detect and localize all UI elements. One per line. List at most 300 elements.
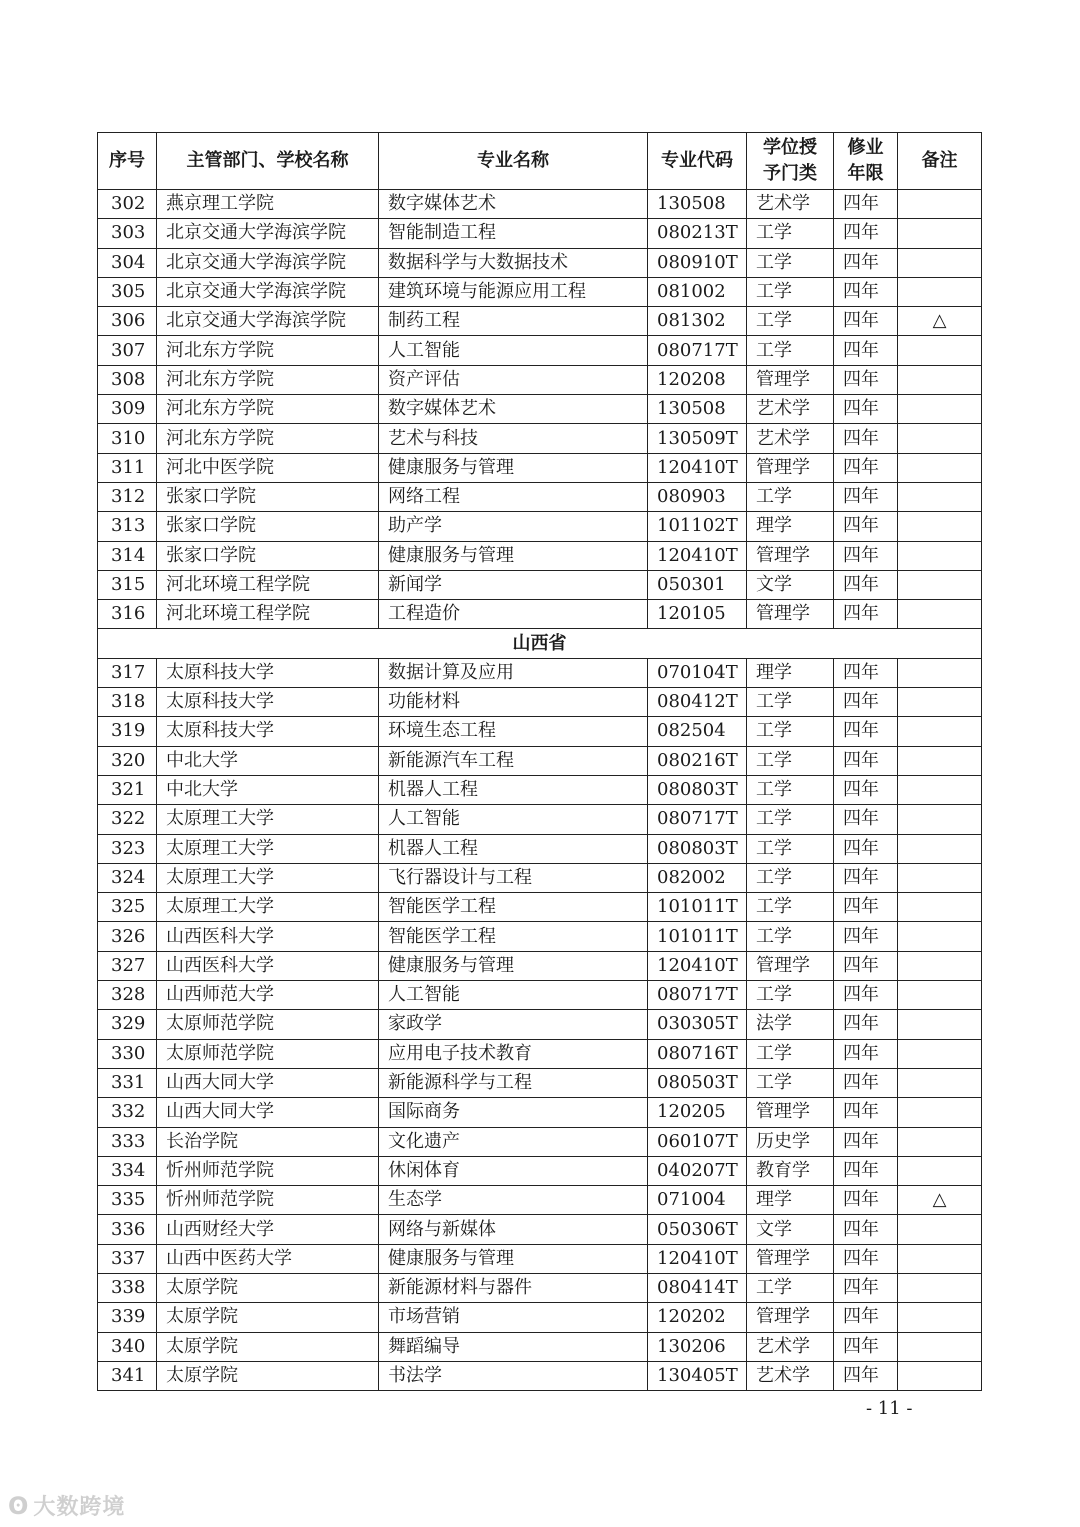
cell-note [898, 424, 982, 453]
cell-school: 张家口学院 [157, 541, 379, 570]
cell-school: 山西大同大学 [157, 1098, 379, 1127]
table-row [98, 805, 982, 834]
cell-seq: 314 [98, 541, 157, 570]
cell-seq: 336 [98, 1215, 157, 1244]
table-row [98, 1332, 982, 1361]
cell-degree: 管理学 [747, 1098, 834, 1127]
cell-code: 030305T [648, 1010, 747, 1039]
cell-degree: 理学 [747, 658, 834, 687]
cell-note [898, 1068, 982, 1097]
cell-seq: 338 [98, 1273, 157, 1302]
cell-code: 080717T [648, 981, 747, 1010]
table-row [98, 482, 982, 511]
cell-degree: 管理学 [747, 453, 834, 482]
table-row [98, 1273, 982, 1302]
cell-code: 120205 [648, 1098, 747, 1127]
cell-code: 130509T [648, 424, 747, 453]
cell-school: 张家口学院 [157, 512, 379, 541]
cell-code: 060107T [648, 1127, 747, 1156]
cell-degree: 工学 [747, 307, 834, 336]
cell-code: 120410T [648, 951, 747, 980]
cell-school: 太原学院 [157, 1303, 379, 1332]
table-row [98, 1186, 982, 1215]
header-years-line-2: 年限 [847, 163, 884, 184]
cell-school: 太原学院 [157, 1361, 379, 1390]
cell-degree: 艺术学 [747, 424, 834, 453]
table-row [98, 1039, 982, 1068]
cell-seq: 332 [98, 1098, 157, 1127]
cell-school: 太原学院 [157, 1332, 379, 1361]
table-row [98, 834, 982, 863]
cell-years: 四年 [834, 1186, 898, 1215]
cell-degree: 历史学 [747, 1127, 834, 1156]
cell-years: 四年 [834, 1303, 898, 1332]
cell-degree: 工学 [747, 775, 834, 804]
cell-major: 新能源汽车工程 [379, 746, 648, 775]
table-row [98, 424, 982, 453]
cell-code: 080803T [648, 775, 747, 804]
cell-years: 四年 [834, 717, 898, 746]
cell-school: 河北东方学院 [157, 365, 379, 394]
cell-degree: 工学 [747, 717, 834, 746]
cell-major: 人工智能 [379, 981, 648, 1010]
cell-degree: 工学 [747, 893, 834, 922]
cell-school: 太原理工大学 [157, 893, 379, 922]
cell-school: 中北大学 [157, 746, 379, 775]
table-row [98, 1156, 982, 1185]
cell-years: 四年 [834, 688, 898, 717]
weibo-logo-icon: ʘ [8, 1492, 30, 1520]
cell-school: 太原学院 [157, 1273, 379, 1302]
cell-major: 飞行器设计与工程 [379, 863, 648, 892]
cell-school: 张家口学院 [157, 482, 379, 511]
cell-seq: 329 [98, 1010, 157, 1039]
cell-school: 河北东方学院 [157, 395, 379, 424]
cell-years: 四年 [834, 1098, 898, 1127]
cell-school: 北京交通大学海滨学院 [157, 307, 379, 336]
cell-years: 四年 [834, 248, 898, 277]
cell-major: 数据计算及应用 [379, 658, 648, 687]
cell-school: 北京交通大学海滨学院 [157, 219, 379, 248]
cell-note [898, 834, 982, 863]
cell-note [898, 981, 982, 1010]
cell-school: 山西医科大学 [157, 951, 379, 980]
cell-major: 市场营销 [379, 1303, 648, 1332]
cell-code: 081002 [648, 277, 747, 306]
cell-note [898, 1156, 982, 1185]
table-row [98, 248, 982, 277]
cell-code: 130405T [648, 1361, 747, 1390]
cell-degree: 工学 [747, 336, 834, 365]
majors-table [97, 132, 982, 1391]
cell-code: 070104T [648, 658, 747, 687]
cell-major: 建筑环境与能源应用工程 [379, 277, 648, 306]
cell-major: 书法学 [379, 1361, 648, 1390]
cell-degree: 工学 [747, 277, 834, 306]
cell-major: 数字媒体艺术 [379, 190, 648, 219]
cell-note [898, 1127, 982, 1156]
cell-major: 智能制造工程 [379, 219, 648, 248]
cell-years: 四年 [834, 658, 898, 687]
cell-school: 太原科技大学 [157, 688, 379, 717]
cell-degree: 文学 [747, 1215, 834, 1244]
cell-years: 四年 [834, 570, 898, 599]
header-degree [747, 133, 834, 190]
cell-note [898, 1273, 982, 1302]
cell-note [898, 1010, 982, 1039]
cell-note [898, 658, 982, 687]
cell-note [898, 248, 982, 277]
cell-seq: 339 [98, 1303, 157, 1332]
table-row [98, 1361, 982, 1390]
cell-note: △ [898, 1186, 982, 1215]
cell-seq: 321 [98, 775, 157, 804]
cell-note [898, 277, 982, 306]
cell-degree: 艺术学 [747, 1332, 834, 1361]
cell-code: 080717T [648, 805, 747, 834]
table-row [98, 1303, 982, 1332]
cell-major: 健康服务与管理 [379, 541, 648, 570]
cell-seq: 331 [98, 1068, 157, 1097]
cell-seq: 305 [98, 277, 157, 306]
cell-years: 四年 [834, 834, 898, 863]
cell-major: 网络与新媒体 [379, 1215, 648, 1244]
cell-years: 四年 [834, 1039, 898, 1068]
cell-major: 家政学 [379, 1010, 648, 1039]
table-row [98, 190, 982, 219]
cell-seq: 317 [98, 658, 157, 687]
cell-school: 河北中医学院 [157, 453, 379, 482]
cell-school: 太原师范学院 [157, 1010, 379, 1039]
cell-degree: 管理学 [747, 365, 834, 394]
cell-note [898, 541, 982, 570]
cell-code: 101011T [648, 893, 747, 922]
cell-major: 工程造价 [379, 600, 648, 629]
cell-code: 071004 [648, 1186, 747, 1215]
table-row [98, 307, 982, 336]
cell-years: 四年 [834, 746, 898, 775]
cell-major: 艺术与科技 [379, 424, 648, 453]
cell-major: 助产学 [379, 512, 648, 541]
cell-code: 080412T [648, 688, 747, 717]
cell-seq: 318 [98, 688, 157, 717]
cell-seq: 341 [98, 1361, 157, 1390]
cell-years: 四年 [834, 1010, 898, 1039]
cell-note [898, 775, 982, 804]
cell-code: 120410T [648, 1244, 747, 1273]
cell-major: 舞蹈编导 [379, 1332, 648, 1361]
cell-seq: 312 [98, 482, 157, 511]
cell-degree: 理学 [747, 512, 834, 541]
cell-years: 四年 [834, 981, 898, 1010]
cell-code: 080717T [648, 336, 747, 365]
cell-school: 山西大同大学 [157, 1068, 379, 1097]
cell-school: 太原科技大学 [157, 658, 379, 687]
cell-school: 山西财经大学 [157, 1215, 379, 1244]
table-row [98, 1068, 982, 1097]
cell-major: 智能医学工程 [379, 893, 648, 922]
cell-note [898, 1361, 982, 1390]
cell-note [898, 951, 982, 980]
cell-seq: 309 [98, 395, 157, 424]
table-body [98, 190, 982, 1391]
cell-years: 四年 [834, 365, 898, 394]
cell-years: 四年 [834, 1361, 898, 1390]
cell-degree: 艺术学 [747, 1361, 834, 1390]
cell-major: 人工智能 [379, 336, 648, 365]
cell-degree: 工学 [747, 922, 834, 951]
cell-seq: 340 [98, 1332, 157, 1361]
cell-seq: 307 [98, 336, 157, 365]
cell-note [898, 482, 982, 511]
cell-school: 忻州师范学院 [157, 1156, 379, 1185]
cell-school: 燕京理工学院 [157, 190, 379, 219]
cell-code: 082002 [648, 863, 747, 892]
cell-seq: 327 [98, 951, 157, 980]
table-row [98, 717, 982, 746]
cell-school: 忻州师范学院 [157, 1186, 379, 1215]
cell-years: 四年 [834, 219, 898, 248]
cell-degree: 工学 [747, 688, 834, 717]
cell-years: 四年 [834, 395, 898, 424]
cell-code: 080216T [648, 746, 747, 775]
cell-degree: 理学 [747, 1186, 834, 1215]
cell-seq: 302 [98, 190, 157, 219]
cell-seq: 328 [98, 981, 157, 1010]
cell-note [898, 1215, 982, 1244]
cell-major: 新能源科学与工程 [379, 1068, 648, 1097]
cell-degree: 艺术学 [747, 190, 834, 219]
cell-seq: 311 [98, 453, 157, 482]
cell-degree: 工学 [747, 219, 834, 248]
cell-years: 四年 [834, 863, 898, 892]
cell-seq: 322 [98, 805, 157, 834]
cell-code: 101102T [648, 512, 747, 541]
cell-major: 机器人工程 [379, 775, 648, 804]
cell-major: 应用电子技术教育 [379, 1039, 648, 1068]
cell-school: 太原师范学院 [157, 1039, 379, 1068]
cell-school: 太原理工大学 [157, 834, 379, 863]
cell-seq: 333 [98, 1127, 157, 1156]
cell-note [898, 922, 982, 951]
cell-seq: 304 [98, 248, 157, 277]
cell-code: 080213T [648, 219, 747, 248]
cell-note [898, 805, 982, 834]
cell-degree: 工学 [747, 746, 834, 775]
cell-years: 四年 [834, 424, 898, 453]
cell-school: 北京交通大学海滨学院 [157, 248, 379, 277]
table-header-row [98, 133, 982, 190]
table-row [98, 541, 982, 570]
cell-years: 四年 [834, 453, 898, 482]
cell-seq: 326 [98, 922, 157, 951]
table-row [98, 1244, 982, 1273]
cell-note [898, 1332, 982, 1361]
cell-school: 太原科技大学 [157, 717, 379, 746]
cell-degree: 管理学 [747, 600, 834, 629]
cell-code: 050306T [648, 1215, 747, 1244]
table-row [98, 863, 982, 892]
cell-years: 四年 [834, 541, 898, 570]
cell-note [898, 190, 982, 219]
cell-major: 资产评估 [379, 365, 648, 394]
cell-code: 080414T [648, 1273, 747, 1302]
table-row [98, 981, 982, 1010]
cell-years: 四年 [834, 1156, 898, 1185]
cell-major: 机器人工程 [379, 834, 648, 863]
cell-years: 四年 [834, 805, 898, 834]
table-row [98, 570, 982, 599]
cell-school: 河北东方学院 [157, 424, 379, 453]
table-row [98, 512, 982, 541]
cell-degree: 教育学 [747, 1156, 834, 1185]
cell-school: 太原理工大学 [157, 805, 379, 834]
cell-major: 新闻学 [379, 570, 648, 599]
table-row [98, 1098, 982, 1127]
cell-years: 四年 [834, 482, 898, 511]
table-row [98, 1127, 982, 1156]
table-row [98, 922, 982, 951]
table-row [98, 453, 982, 482]
cell-code: 080503T [648, 1068, 747, 1097]
cell-note [898, 570, 982, 599]
cell-school: 山西中医药大学 [157, 1244, 379, 1273]
cell-school: 山西师范大学 [157, 981, 379, 1010]
cell-code: 120202 [648, 1303, 747, 1332]
cell-seq: 334 [98, 1156, 157, 1185]
cell-major: 网络工程 [379, 482, 648, 511]
cell-code: 101011T [648, 922, 747, 951]
cell-major: 功能材料 [379, 688, 648, 717]
cell-note [898, 893, 982, 922]
cell-school: 河北东方学院 [157, 336, 379, 365]
cell-seq: 316 [98, 600, 157, 629]
cell-seq: 306 [98, 307, 157, 336]
cell-degree: 文学 [747, 570, 834, 599]
header-degree-line-2: 予门类 [763, 163, 817, 184]
cell-major: 制药工程 [379, 307, 648, 336]
cell-code: 130508 [648, 395, 747, 424]
cell-seq: 337 [98, 1244, 157, 1273]
cell-code: 080910T [648, 248, 747, 277]
header-degree-line-1: 学位授 [763, 137, 817, 158]
table-row [98, 219, 982, 248]
cell-code: 050301 [648, 570, 747, 599]
cell-school: 北京交通大学海滨学院 [157, 277, 379, 306]
cell-major: 健康服务与管理 [379, 1244, 648, 1273]
cell-code: 040207T [648, 1156, 747, 1185]
cell-school: 中北大学 [157, 775, 379, 804]
cell-seq: 324 [98, 863, 157, 892]
cell-note [898, 746, 982, 775]
cell-note [898, 688, 982, 717]
table-row [98, 395, 982, 424]
table-row [98, 951, 982, 980]
cell-seq: 325 [98, 893, 157, 922]
cell-seq: 330 [98, 1039, 157, 1068]
table-row [98, 893, 982, 922]
cell-degree: 工学 [747, 805, 834, 834]
cell-years: 四年 [834, 1273, 898, 1302]
cell-major: 环境生态工程 [379, 717, 648, 746]
cell-seq: 335 [98, 1186, 157, 1215]
cell-note [898, 863, 982, 892]
cell-code: 080716T [648, 1039, 747, 1068]
cell-years: 四年 [834, 1244, 898, 1273]
cell-degree: 工学 [747, 248, 834, 277]
cell-degree: 艺术学 [747, 395, 834, 424]
province-title: 山西省 [98, 629, 982, 658]
cell-note [898, 1098, 982, 1127]
cell-major: 健康服务与管理 [379, 951, 648, 980]
table-row [98, 1215, 982, 1244]
cell-major: 休闲体育 [379, 1156, 648, 1185]
cell-note [898, 1039, 982, 1068]
header-years-line-1: 修业 [847, 137, 884, 158]
cell-seq: 308 [98, 365, 157, 394]
cell-seq: 313 [98, 512, 157, 541]
cell-degree: 工学 [747, 482, 834, 511]
cell-degree: 法学 [747, 1010, 834, 1039]
cell-years: 四年 [834, 1068, 898, 1097]
cell-major: 文化遗产 [379, 1127, 648, 1156]
cell-years: 四年 [834, 277, 898, 306]
cell-code: 120410T [648, 453, 747, 482]
cell-major: 数字媒体艺术 [379, 395, 648, 424]
cell-degree: 工学 [747, 863, 834, 892]
cell-seq: 319 [98, 717, 157, 746]
cell-school: 长治学院 [157, 1127, 379, 1156]
header-note: 备注 [898, 133, 982, 190]
cell-degree: 管理学 [747, 541, 834, 570]
cell-note [898, 600, 982, 629]
cell-years: 四年 [834, 190, 898, 219]
table-row [98, 746, 982, 775]
header-school: 主管部门、学校名称 [157, 133, 379, 190]
cell-degree: 管理学 [747, 1244, 834, 1273]
table-row [98, 600, 982, 629]
cell-seq: 310 [98, 424, 157, 453]
cell-years: 四年 [834, 600, 898, 629]
cell-note [898, 336, 982, 365]
header-years [834, 133, 898, 190]
table-row [98, 1010, 982, 1039]
page-number: - 11 - [866, 1398, 913, 1419]
watermark-text: 大数跨境 [33, 1495, 126, 1520]
cell-major: 智能医学工程 [379, 922, 648, 951]
cell-school: 河北环境工程学院 [157, 600, 379, 629]
cell-school: 河北环境工程学院 [157, 570, 379, 599]
cell-years: 四年 [834, 775, 898, 804]
cell-note [898, 717, 982, 746]
cell-degree: 工学 [747, 834, 834, 863]
cell-degree: 管理学 [747, 1303, 834, 1332]
cell-note [898, 1303, 982, 1332]
cell-code: 120105 [648, 600, 747, 629]
cell-code: 130206 [648, 1332, 747, 1361]
cell-code: 082504 [648, 717, 747, 746]
cell-years: 四年 [834, 512, 898, 541]
cell-major: 人工智能 [379, 805, 648, 834]
cell-degree: 工学 [747, 1068, 834, 1097]
header-code: 专业代码 [648, 133, 747, 190]
cell-school: 太原理工大学 [157, 863, 379, 892]
cell-major: 数据科学与大数据技术 [379, 248, 648, 277]
table-row [98, 775, 982, 804]
cell-code: 130508 [648, 190, 747, 219]
cell-seq: 303 [98, 219, 157, 248]
cell-note [898, 219, 982, 248]
